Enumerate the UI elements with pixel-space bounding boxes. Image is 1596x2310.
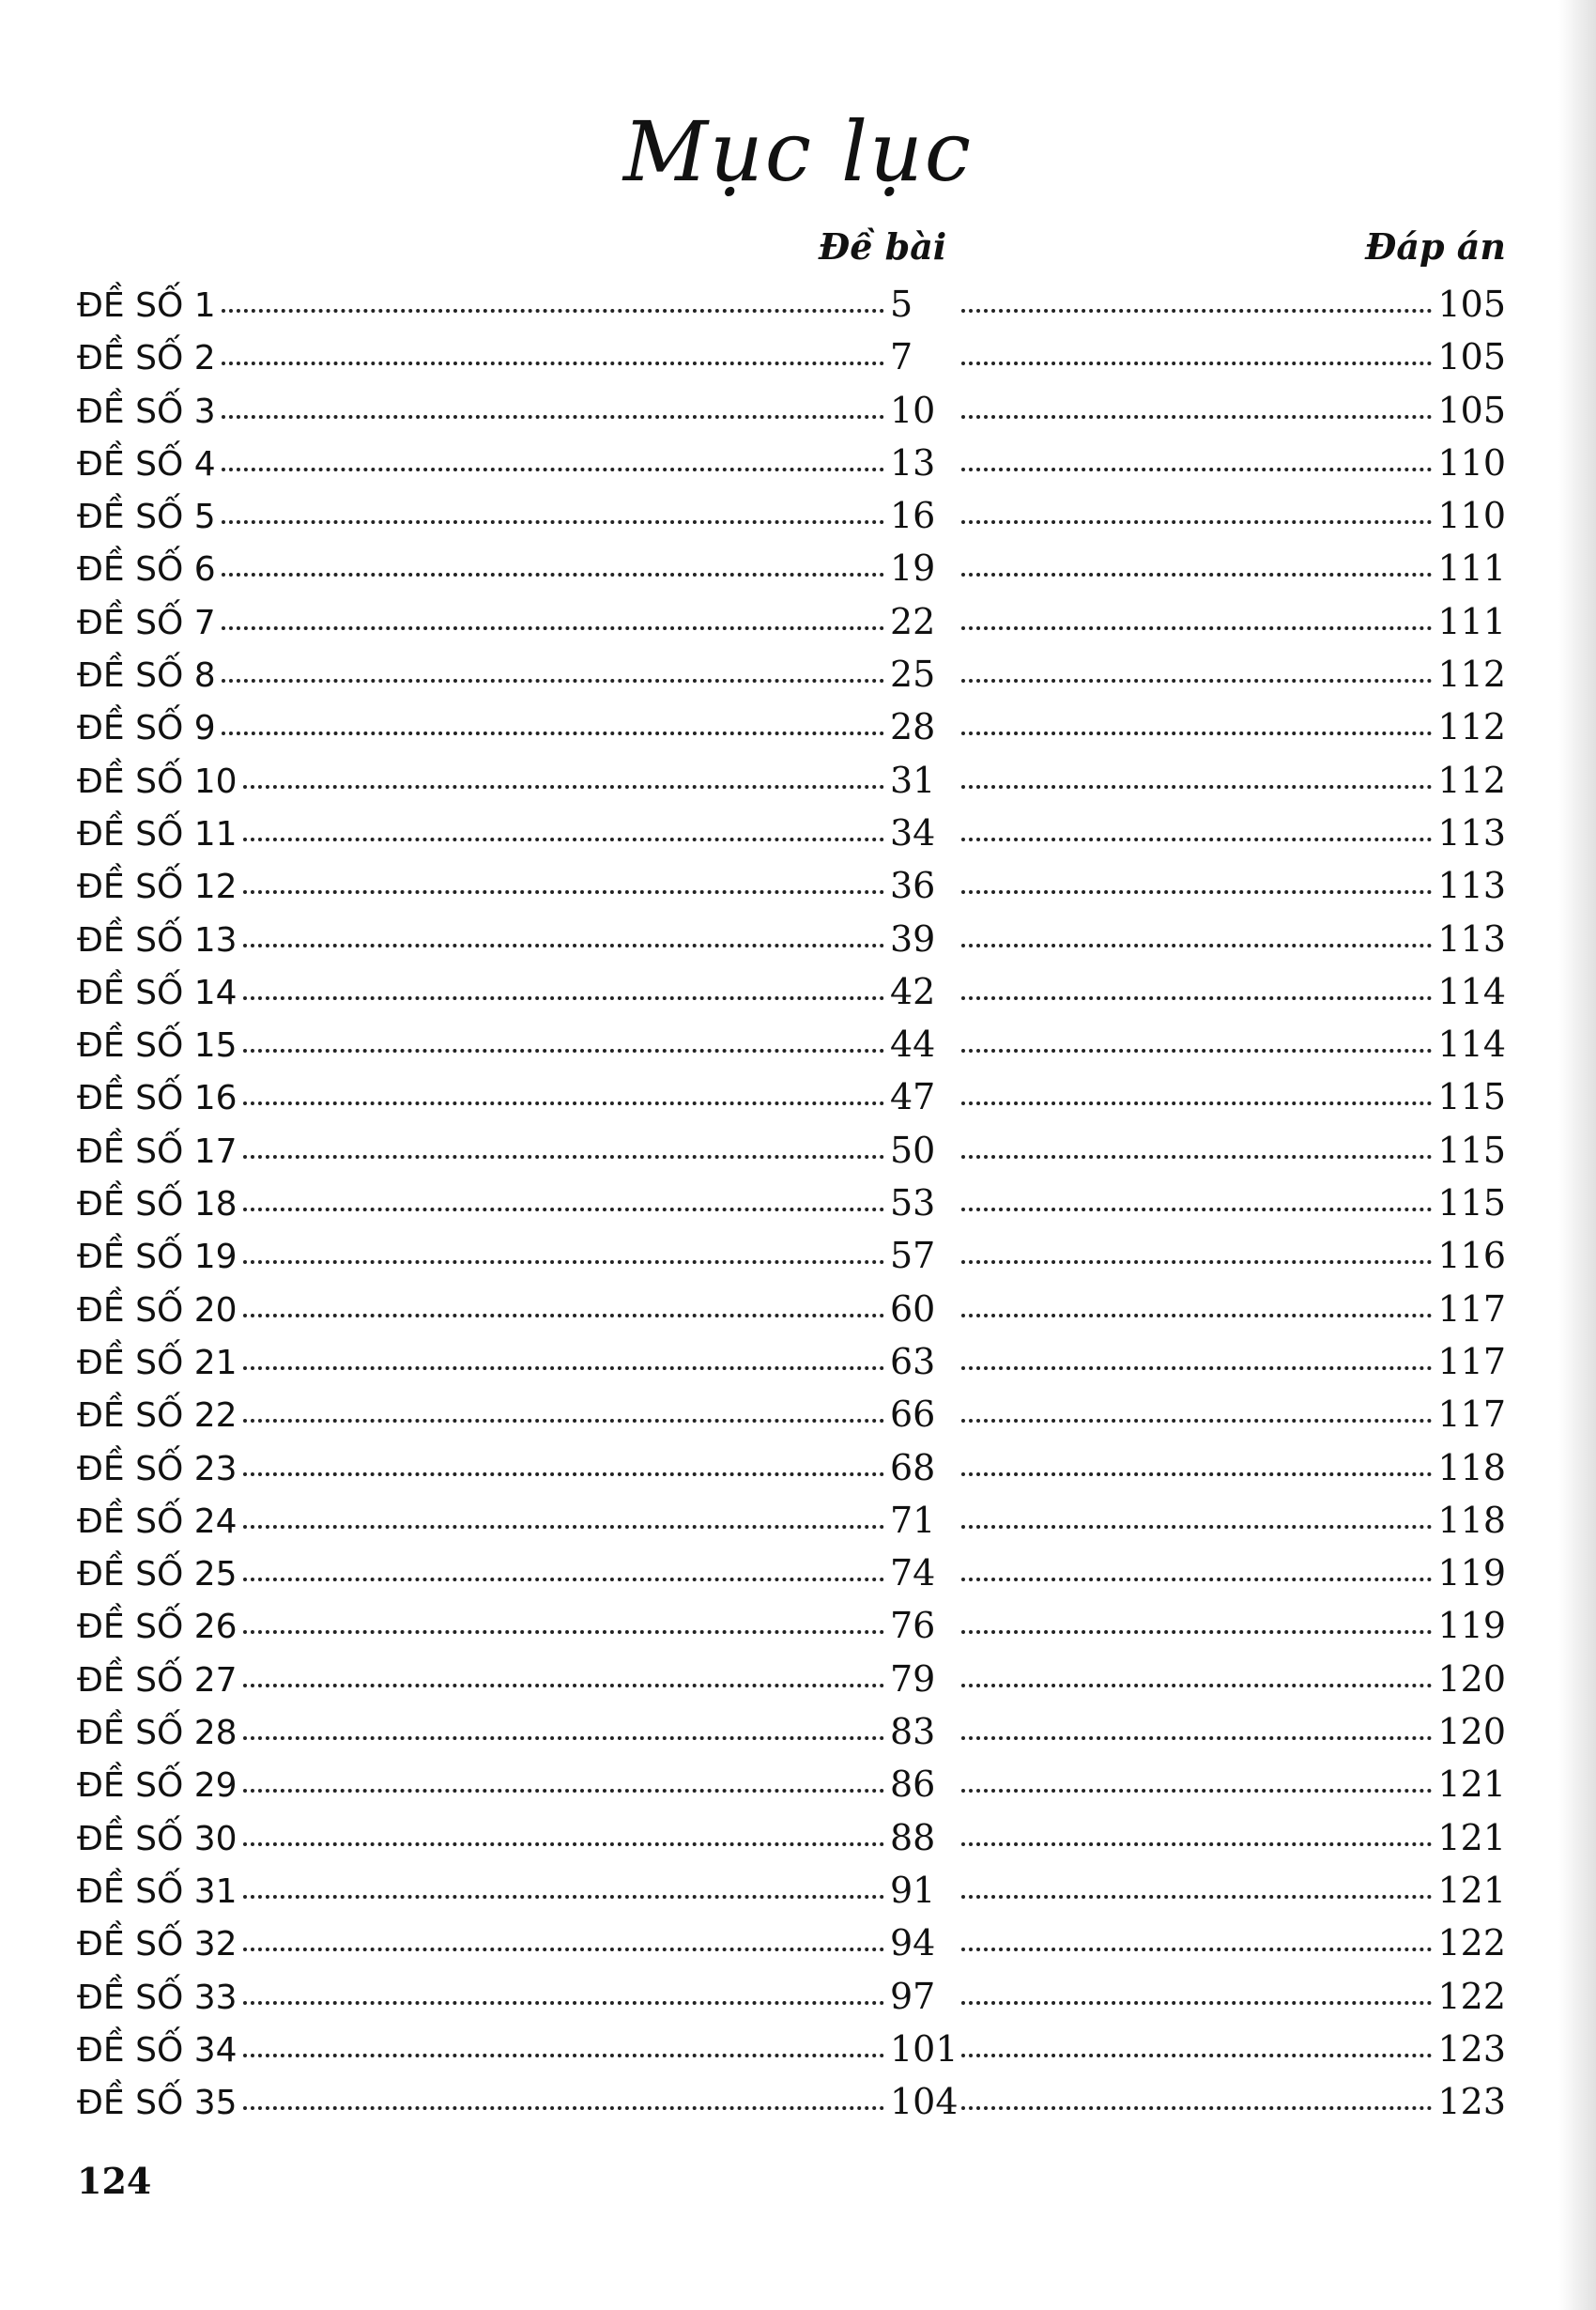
toc-row [77, 701, 1506, 753]
toc-entry-label: ĐỀ SỐ 18 [77, 1185, 238, 1224]
toc-entry-label: ĐỀ SỐ 35 [77, 2084, 238, 2123]
de-bai-page: 44 [890, 1024, 936, 1066]
de-bai-page: 50 [890, 1129, 936, 1171]
dot-leader [961, 1472, 1432, 1476]
toc-entry-label: ĐỀ SỐ 10 [77, 762, 238, 801]
de-bai-cell [890, 1441, 956, 1494]
dap-an-page: 113 [1437, 917, 1506, 960]
toc-entry-label: ĐỀ SỐ 22 [77, 1396, 238, 1436]
dot-leader [961, 2001, 1432, 2005]
toc-entry-label: ĐỀ SỐ 17 [77, 1132, 238, 1171]
dap-an-page: 119 [1437, 1552, 1506, 1594]
de-bai-cell [890, 1864, 956, 1917]
dap-an-page: 123 [1437, 2081, 1506, 2123]
dot-leader [961, 996, 1432, 1000]
dot-leader [961, 679, 1432, 683]
table-of-contents [77, 278, 1506, 2128]
toc-row [77, 965, 1506, 1018]
dot-leader [961, 468, 1432, 471]
de-bai-cell [890, 1970, 956, 2023]
dot-leader [243, 1948, 884, 1951]
de-bai-cell [890, 701, 956, 753]
de-bai-cell [890, 1494, 956, 1547]
dot-leader [961, 1101, 1432, 1105]
de-bai-page: 53 [890, 1182, 936, 1224]
dot-leader [961, 1260, 1432, 1264]
dap-an-page: 111 [1437, 547, 1506, 590]
de-bai-page: 79 [890, 1657, 936, 1700]
dot-leader [243, 1049, 884, 1053]
dap-an-page: 115 [1437, 1076, 1506, 1118]
de-bai-cell [890, 2023, 959, 2075]
toc-row [77, 278, 1506, 331]
de-bai-page: 66 [890, 1394, 936, 1436]
dot-leader [243, 1578, 884, 1581]
dot-leader [243, 1895, 884, 1899]
de-bai-cell [890, 1653, 956, 1705]
de-bai-cell [890, 1758, 956, 1810]
toc-entry-label: ĐỀ SỐ 7 [77, 603, 216, 642]
de-bai-page: 94 [890, 1922, 936, 1964]
toc-entry-label: ĐỀ SỐ 28 [77, 1714, 238, 1753]
toc-row [77, 1599, 1506, 1652]
de-bai-cell [890, 595, 956, 648]
de-bai-cell [890, 1124, 956, 1177]
dot-leader [222, 573, 884, 577]
de-bai-page: 10 [890, 389, 936, 431]
toc-row [77, 1970, 1506, 2023]
dot-leader [222, 520, 884, 524]
dap-an-page: 117 [1437, 1340, 1506, 1382]
toc-row [77, 1653, 1506, 1705]
de-bai-page: 31 [890, 759, 936, 801]
de-bai-cell [890, 1705, 956, 1758]
de-bai-cell [890, 489, 956, 542]
dot-leader [961, 1155, 1432, 1159]
de-bai-cell [890, 913, 956, 965]
de-bai-cell [890, 1283, 956, 1335]
dot-leader [961, 785, 1432, 789]
de-bai-page: 13 [890, 441, 936, 484]
page-number: 124 [77, 2160, 152, 2202]
toc-row [77, 1177, 1506, 1229]
de-bai-cell [890, 1070, 956, 1123]
toc-entry-label: ĐỀ SỐ 4 [77, 444, 216, 484]
dot-leader [961, 1630, 1432, 1634]
toc-entry-label: ĐỀ SỐ 23 [77, 1449, 238, 1488]
dot-leader [961, 1842, 1432, 1846]
dap-an-page: 118 [1437, 1446, 1506, 1488]
de-bai-page: 76 [890, 1605, 936, 1647]
dot-leader [961, 838, 1432, 841]
dot-leader [243, 1366, 884, 1370]
dot-leader [961, 2106, 1432, 2110]
toc-entry-label: ĐỀ SỐ 32 [77, 1925, 238, 1964]
de-bai-cell [890, 542, 956, 594]
de-bai-page: 88 [890, 1816, 936, 1858]
de-bai-page: 7 [890, 336, 913, 378]
toc-row [77, 542, 1506, 594]
dap-an-page: 110 [1437, 495, 1506, 537]
dap-an-page: 123 [1437, 2027, 1506, 2070]
dot-leader [222, 362, 884, 365]
toc-entry-label: ĐỀ SỐ 16 [77, 1079, 238, 1118]
toc-entry-label: ĐỀ SỐ 20 [77, 1290, 238, 1330]
toc-entry-label: ĐỀ SỐ 15 [77, 1026, 238, 1066]
de-bai-page: 22 [890, 600, 936, 642]
toc-entry-label: ĐỀ SỐ 33 [77, 1978, 238, 2017]
de-bai-cell [890, 384, 956, 437]
dot-leader [243, 1101, 884, 1105]
de-bai-page: 71 [890, 1499, 936, 1541]
dot-leader [243, 785, 884, 789]
dap-an-page: 121 [1437, 1763, 1506, 1806]
toc-row [77, 1811, 1506, 1864]
de-bai-page: 86 [890, 1763, 936, 1806]
toc-row [77, 1705, 1506, 1758]
toc-entry-label: ĐỀ SỐ 27 [77, 1660, 238, 1700]
dot-leader [961, 1314, 1432, 1317]
dap-an-page: 118 [1437, 1499, 1506, 1541]
dap-an-page: 119 [1437, 1605, 1506, 1647]
de-bai-page: 28 [890, 706, 936, 748]
dap-an-page: 110 [1437, 441, 1506, 484]
dot-leader [243, 1314, 884, 1317]
toc-entry-label: ĐỀ SỐ 12 [77, 868, 238, 907]
de-bai-cell [890, 1229, 956, 1282]
toc-entry-label: ĐỀ SỐ 13 [77, 920, 238, 960]
toc-row [77, 437, 1506, 489]
dot-leader [222, 732, 884, 735]
dot-leader [243, 1525, 884, 1529]
toc-entry-label: ĐỀ SỐ 6 [77, 550, 216, 590]
dap-an-page: 121 [1437, 1816, 1506, 1858]
de-bai-page: 5 [890, 284, 913, 325]
dap-an-page: 117 [1437, 1394, 1506, 1436]
dap-an-page: 115 [1437, 1129, 1506, 1171]
dot-leader [222, 415, 884, 419]
toc-row [77, 1388, 1506, 1440]
dap-an-page: 117 [1437, 1287, 1506, 1330]
de-bai-cell [890, 1018, 956, 1070]
dap-an-page: 113 [1437, 811, 1506, 854]
dap-an-page: 105 [1437, 336, 1506, 378]
toc-row [77, 595, 1506, 648]
dap-an-page: 121 [1437, 1869, 1506, 1911]
dot-leader [961, 1208, 1432, 1211]
de-bai-page: 91 [890, 1869, 936, 1911]
dot-leader [961, 1948, 1432, 1951]
de-bai-page: 60 [890, 1287, 936, 1330]
toc-row [77, 1758, 1506, 1810]
de-bai-cell [890, 648, 956, 701]
de-bai-cell [890, 1335, 956, 1388]
toc-entry-label: ĐỀ SỐ 9 [77, 709, 216, 748]
de-bai-cell [890, 859, 956, 912]
de-bai-page: 47 [890, 1076, 936, 1118]
dot-leader [961, 415, 1432, 419]
dot-leader [243, 1630, 884, 1634]
toc-entry-label: ĐỀ SỐ 1 [77, 286, 216, 325]
toc-row [77, 807, 1506, 859]
dap-an-page: 122 [1437, 1922, 1506, 1964]
dot-leader [961, 1366, 1432, 1370]
dot-leader [243, 838, 884, 841]
toc-row [77, 1864, 1506, 1917]
toc-row [77, 1070, 1506, 1123]
de-bai-page: 74 [890, 1552, 936, 1594]
dot-leader [243, 1789, 884, 1793]
de-bai-page: 34 [890, 811, 936, 854]
toc-row [77, 384, 1506, 437]
dot-leader [243, 1155, 884, 1159]
dot-leader [961, 626, 1432, 630]
toc-entry-label: ĐỀ SỐ 2 [77, 339, 216, 378]
column-header-de-bai: Đề bài [819, 225, 947, 268]
dot-leader [222, 679, 884, 683]
dap-an-page: 112 [1437, 654, 1506, 696]
dot-leader [961, 520, 1432, 524]
de-bai-page: 19 [890, 547, 936, 590]
toc-row [77, 1124, 1506, 1177]
dot-leader [961, 309, 1432, 313]
dot-leader [961, 890, 1432, 894]
de-bai-page: 104 [890, 2081, 959, 2123]
dot-leader [243, 1736, 884, 1740]
de-bai-cell [890, 1599, 956, 1652]
dap-an-page: 105 [1437, 284, 1506, 325]
toc-row [77, 1283, 1506, 1335]
toc-entry-label: ĐỀ SỐ 26 [77, 1608, 238, 1647]
dot-leader [961, 1736, 1432, 1740]
dap-an-page: 115 [1437, 1182, 1506, 1224]
dot-leader [961, 573, 1432, 577]
dot-leader [243, 1842, 884, 1846]
dap-an-page: 114 [1437, 1024, 1506, 1066]
toc-row [77, 2075, 1506, 2128]
dap-an-page: 112 [1437, 706, 1506, 748]
de-bai-cell [890, 437, 956, 489]
toc-entry-label: ĐỀ SỐ 24 [77, 1502, 238, 1541]
dot-leader [961, 1419, 1432, 1423]
dot-leader [961, 1578, 1432, 1581]
toc-row [77, 1441, 1506, 1494]
de-bai-page: 39 [890, 917, 936, 960]
dot-leader [243, 2054, 884, 2057]
toc-row [77, 859, 1506, 912]
dap-an-page: 112 [1437, 759, 1506, 801]
toc-row [77, 648, 1506, 701]
toc-row [77, 1229, 1506, 1282]
dot-leader [961, 1525, 1432, 1529]
toc-entry-label: ĐỀ SỐ 34 [77, 2030, 238, 2070]
toc-row [77, 1917, 1506, 1969]
dot-leader [243, 2106, 884, 2110]
dot-leader [243, 996, 884, 1000]
de-bai-page: 101 [890, 2027, 959, 2070]
dot-leader [243, 2001, 884, 2005]
dap-an-page: 120 [1437, 1657, 1506, 1700]
dot-leader [243, 1684, 884, 1687]
toc-entry-label: ĐỀ SỐ 30 [77, 1819, 238, 1858]
toc-entry-label: ĐỀ SỐ 14 [77, 973, 238, 1012]
de-bai-cell [890, 331, 956, 383]
dot-leader [222, 468, 884, 471]
de-bai-page: 42 [890, 970, 936, 1012]
dot-leader [222, 626, 884, 630]
de-bai-cell [890, 1547, 956, 1599]
dot-leader [243, 1260, 884, 1264]
toc-row [77, 331, 1506, 383]
dot-leader [243, 890, 884, 894]
toc-row [77, 1494, 1506, 1547]
toc-entry-label: ĐỀ SỐ 8 [77, 656, 216, 696]
dot-leader [961, 2054, 1432, 2057]
toc-row [77, 1335, 1506, 1388]
dot-leader [243, 1208, 884, 1211]
toc-entry-label: ĐỀ SỐ 11 [77, 814, 238, 854]
page-title: Mục lục [622, 103, 974, 200]
toc-entry-label: ĐỀ SỐ 5 [77, 498, 216, 537]
toc-row [77, 754, 1506, 807]
toc-row [77, 1018, 1506, 1070]
dap-an-page: 120 [1437, 1711, 1506, 1753]
dot-leader [961, 362, 1432, 365]
toc-entry-label: ĐỀ SỐ 3 [77, 392, 216, 431]
column-header-dap-an: Đáp án [1365, 225, 1506, 268]
toc-row [77, 2023, 1506, 2075]
dot-leader [961, 1049, 1432, 1053]
de-bai-page: 83 [890, 1711, 936, 1753]
dap-an-page: 122 [1437, 1975, 1506, 2017]
toc-entry-label: ĐỀ SỐ 29 [77, 1766, 238, 1806]
de-bai-page: 36 [890, 865, 936, 907]
dap-an-page: 113 [1437, 865, 1506, 907]
de-bai-cell [890, 754, 956, 807]
dap-an-page: 105 [1437, 389, 1506, 431]
toc-row [77, 489, 1506, 542]
dot-leader [243, 944, 884, 947]
dap-an-page: 111 [1437, 600, 1506, 642]
de-bai-page: 57 [890, 1235, 936, 1277]
dot-leader [243, 1472, 884, 1476]
dap-an-page: 116 [1437, 1235, 1506, 1277]
dot-leader [961, 732, 1432, 735]
dot-leader [961, 1895, 1432, 1899]
de-bai-cell [890, 2075, 959, 2128]
dot-leader [222, 309, 884, 313]
de-bai-page: 97 [890, 1975, 936, 2017]
de-bai-page: 16 [890, 495, 936, 537]
de-bai-cell [890, 1177, 956, 1229]
toc-entry-label: ĐỀ SỐ 25 [77, 1555, 238, 1594]
de-bai-cell [890, 278, 956, 331]
toc-entry-label: ĐỀ SỐ 21 [77, 1343, 238, 1382]
toc-row [77, 1547, 1506, 1599]
de-bai-cell [890, 1388, 956, 1440]
toc-row [77, 913, 1506, 965]
dot-leader [961, 1684, 1432, 1687]
de-bai-page: 63 [890, 1340, 936, 1382]
de-bai-cell [890, 965, 956, 1018]
toc-entry-label: ĐỀ SỐ 31 [77, 1871, 238, 1911]
de-bai-page: 25 [890, 654, 936, 696]
de-bai-cell [890, 1811, 956, 1864]
dot-leader [961, 1789, 1432, 1793]
page-edge-shadow [1558, 0, 1596, 2310]
de-bai-cell [890, 807, 956, 859]
de-bai-cell [890, 1917, 956, 1969]
dot-leader [961, 944, 1432, 947]
dap-an-page: 114 [1437, 970, 1506, 1012]
dot-leader [243, 1419, 884, 1423]
toc-entry-label: ĐỀ SỐ 19 [77, 1238, 238, 1277]
de-bai-page: 68 [890, 1446, 936, 1488]
